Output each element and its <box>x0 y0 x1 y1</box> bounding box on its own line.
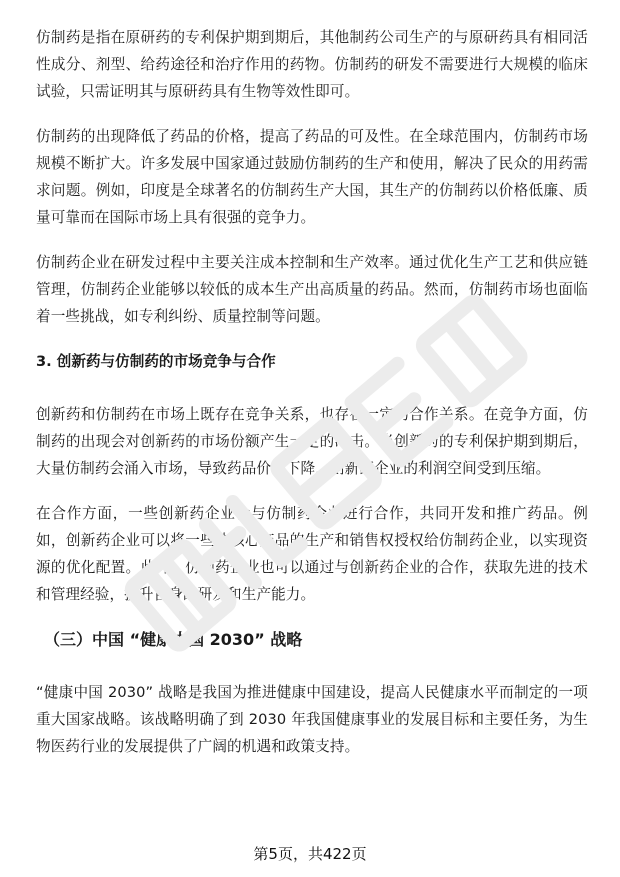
paragraph-generic-drug-enterprises: 仿制药企业在研发过程中主要关注成本控制和生产效率。通过优化生产工艺和供应链管理，仿制药企业能够以较低的成本生产出高质量的药品。然而，仿制药市场也面临着一些挑战，如专利纠纷、质量控制等问题。 <box>36 254 588 325</box>
page-body <box>36 24 588 778</box>
subheading-competition-cooperation: 3. 创新药与仿制药的市场竞争与合作 <box>36 353 276 370</box>
page-number: 第5页，共422页 <box>253 845 367 863</box>
paragraph-generic-drug-market: 仿制药的出现降低了药品的价格，提高了药品的可及性。在全球范围内，仿制药市场规模不断扩大。许多发展中国家通过鼓励仿制药的生产和使用，解决了民众的用药需求问题。例如，印度是全球著名的仿制药生产大国，其生产的仿制药以价格低廉、质量可靠而在国际市场上具有很强的竞争力。 <box>36 128 588 226</box>
paragraph-generic-drug-definition: 仿制药是指在原研药的专利保护期到期后，其他制药公司生产的与原研药具有相同活性成分、剂型、给药途径和治疗作用的药物。仿制药的研发不需要进行大规模的临床试验，只需证明其与原研药具有生物等效性即可。 <box>36 29 588 100</box>
section-heading-healthy-china-2030: （三）中国 “健康中国 2030” 战略 <box>44 630 303 649</box>
paragraph-cooperation: 在合作方面，一些创新药企业会与仿制药企业进行合作，共同开发和推广药品。例如，创新药企业可以将一些非核心产品的生产和销售权授权给仿制药企业，以实现资源的优化配置。此外，仿制药企业也可以通过与创新药企业的合作，获取先进的技术和管理经验，提升自身的研发和生产能力。 <box>36 505 588 603</box>
paragraph-competition: 创新药和仿制药在市场上既存在竞争关系，也存在一定的合作关系。在竞争方面，仿制药的出现会对创新药的市场份额产生一定的冲击。当创新药的专利保护期到期后，大量仿制药会涌入市场，导致药品价格下降，创新药企业的利润空间受到压缩。 <box>36 406 588 477</box>
paragraph-healthy-china-strategy: “健康中国 2030” 战略是我国为推进健康中国建设，提高人民健康水平而制定的一项重大国家战略。该战略明确了到 2030 年我国健康事业的发展目标和主要任务，为生物医药行业的发展提供了广阔的机遇和政策支持。 <box>36 684 588 755</box>
